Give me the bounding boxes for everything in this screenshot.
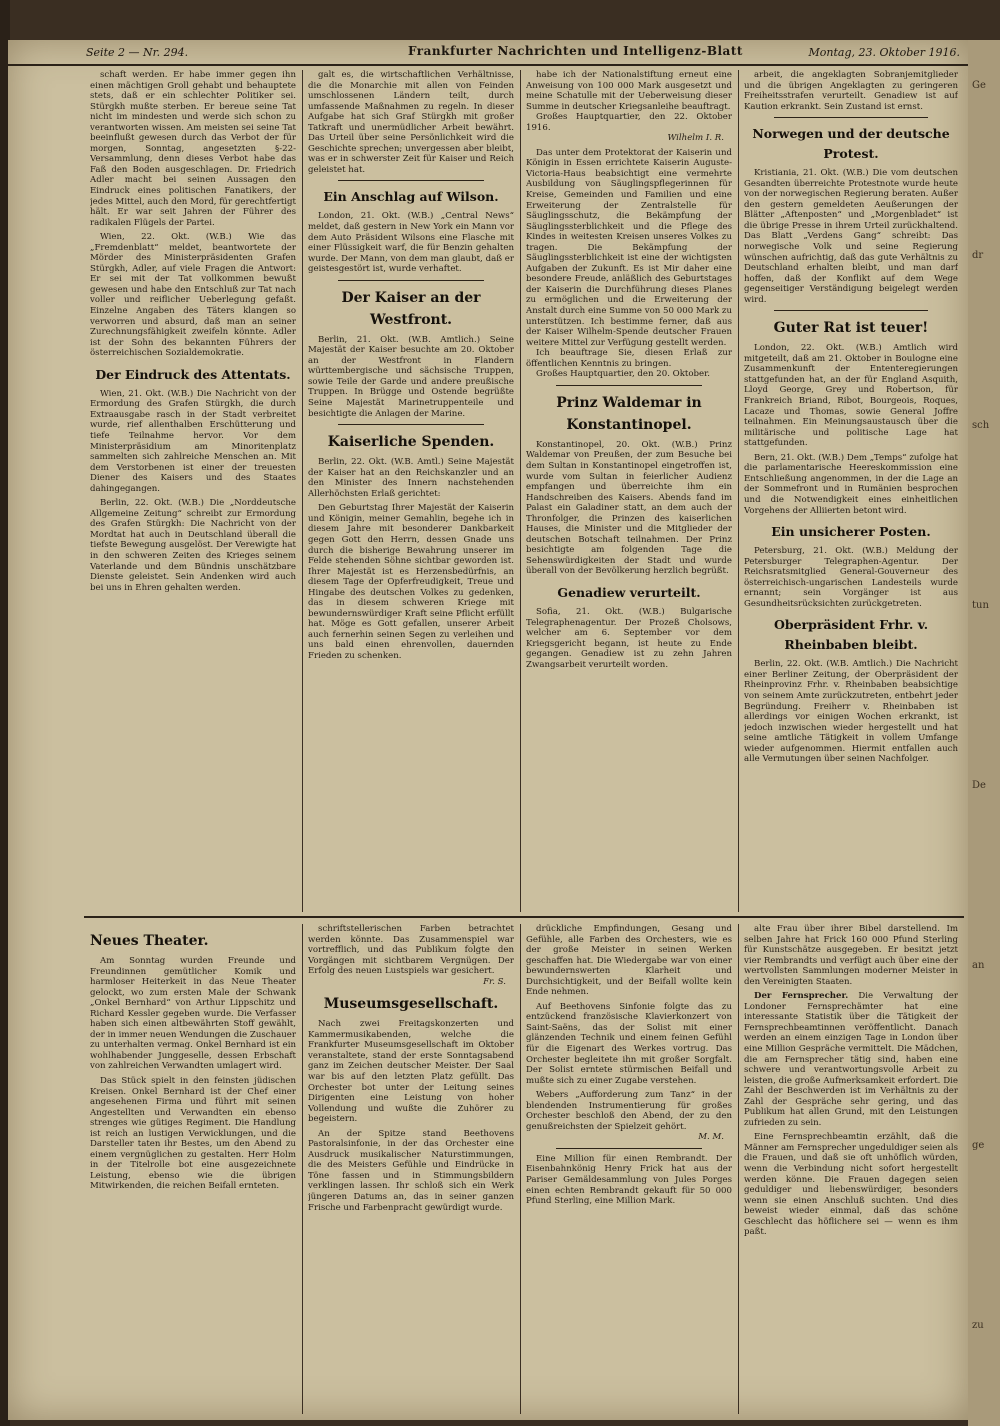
column-rule xyxy=(520,70,521,912)
article-heading: Der Kaiser an der Westfront. xyxy=(341,289,481,328)
article-text: Berlin, 22. Okt. (W.B. Amtlich.) Die Nachricht einer Berliner Zeitung, der Oberpräsident der Rheinprovinz Frhr. v. Rheinbaben beabsichtige von seinem Amte zurückzutreten, entbehrt jeder Begründung. Freiherr v. Rheinbaben ist allerdings vor einigen Wochen erkrankt, ist jedoch inzwischen wieder hergestellt und hat seine amtliche Tätigkeit in vollem Umfange wieder aufgenommen. Hiermit entfallen auch alle Vermutungen über seinen Nachfolger. xyxy=(744,659,958,765)
adjacent-page-text: sch xyxy=(972,420,990,431)
signature: Wilhelm I. R. xyxy=(667,133,724,144)
adjacent-page-text: De xyxy=(972,780,986,791)
bottom-column-3 xyxy=(526,924,732,1414)
article-heading: Ein unsicherer Posten. xyxy=(771,524,931,540)
article-text: Petersburg, 21. Okt. (W.B.) Meldung der Petersburger Telegraphen-Agentur. Der Reichsratsmitglied General-Gouverneur des österreichisch-ungarischen Landesteils wurde ernannt; sein Vorgänger ist aus Gesundheitsrücksichten zurückgetreten. xyxy=(744,546,958,609)
article-text: Die Verwaltung der Londoner Fernsprechämter hat eine interessante Statistik über die Tätigkeit der Fernsprechbeamtinnen veröffentlicht. Danach werden an einem einzigen Tage in London über eine Million Gespräche vermittelt. Die Mädchen, die am Fernsprecher tätig sind, haben eine schwere und verantwortungsvolle Arbeit zu leisten, die große Aufmerksamkeit erfordert. Die Zahl der Beschwerden ist im Verhältnis zu der Zahl der Gespräche sehr gering, und das Publikum hat allen Grund, mit den Leistungen zufrieden zu sein. xyxy=(744,991,958,1128)
article-text: Webers „Aufforderung zum Tanz“ in der blendenden Instrumentierung für großes Orchester beschloß den Abend, der zu den genußreichsten der Spielzeit gehört. xyxy=(526,1090,732,1132)
article-text: Konstantinopel, 20. Okt. (W.B.) Prinz Waldemar von Preußen, der zum Besuche bei dem Sultan in Konstantinopel eingetroffen ist, wurde vom Sultan in feierlicher Audienz empfangen und überreichte ihm ein Handschreiben des Kaisers. Abends fand im Palast ein Galadiner statt, an dem auch der Thronfolger, die Prinzen des kaiserlichen Hauses, die Minister und die Mitglieder der deutschen Botschaft teilnahmen. Der Prinz besichtigte am folgenden Tage die Sehenswürdigkeiten der Stadt und wurde überall von der Bevölkerung herzlich begrüßt. xyxy=(526,439,732,577)
article-text: Den Geburtstag Ihrer Majestät der Kaiserin und Königin, meiner Gemahlin, begehe ich in diesem Jahre mit besonderer Dankbarkeit gegen Gott den Herrn, dessen Gnade uns durch die bisherige Bewahrung unserer im Felde stehenden Söhne sichtbar geworden ist. Ihrer Majestät ist es Herzensbedürfnis, an diesem Tage der Opferfreudigkeit, Treue und Hingabe des deutschen Volkes zu gedenken, das in diesem schweren Kriege mit bewundernswürdiger Kraft seine Pflicht erfüllt hat. Möge es Gott gefallen, unserer Arbeit auch fernerhin seinen Segen zu verleihen und uns bald einen ehrenvollen, dauernden Frieden zu schenken. xyxy=(308,503,514,661)
article-text: drückliche Empfindungen, Gesang und Gefühle, alle Farben des Orchesters, wie es der große Meister in seinen Werken geschaffen hat. Die Wiedergabe war von einer bewundernswerten Klarheit und Durchsichtigkeit, und der Beifall wollte kein Ende nehmen. xyxy=(526,924,732,998)
article-text: Am Sonntag wurden Freunde und Freundinnen gemütlicher Komik und harmloser Heiterkeit in das Neue Theater gelockt, wo zum ersten Male der Schwank „Onkel Bernhard“ von Arthur Lippschitz und Richard Kessler gegeben wurde. Die Verfasser haben sich einen altbewährten Stoff gewählt, der in immer neuen Wendungen die Zuschauer zu unterhalten vermag. Onkel Bernhard ist ein wohlhabender Junggeselle, dessen Erbschaft von zahlreichen Verwandten umlagert wird. xyxy=(90,956,296,1072)
adjacent-page-text: zu xyxy=(972,1320,984,1331)
article-text: Wien, 21. Okt. (W.B.) Die Nachricht von der Ermordung des Grafen Stürgkh, die durch Extraausgabe rasch in der Stadt verbreitet wurde, rief allenthalben Erschütterung und tiefe Teilnahme hervor. Vor dem Ministerpräsidium am Minoritenplatz sammelten sich zahlreiche Menschen an. Mit dem Verstorbenen ist einer der treuesten Diener des Kaisers und des Staates dahingegangen. xyxy=(90,388,296,494)
adjacent-page-text: ge xyxy=(972,1140,985,1151)
article-runin-heading: Der Fernsprecher. xyxy=(754,991,849,1002)
article-text: Kristiania, 21. Okt. (W.B.) Die vom deutschen Gesandten überreichte Protestnote wurde heute von der norwegischen Regierung beraten. Außer den gestern gemeldeten Aeußerungen der Blätter „Aftenposten“ und „Morgenbladet“ ist die übrige Presse in ihrem Urteil zurückhaltend. Das Blatt „Verdens Gang“ schreibt: Das norwegische Volk und seine Regierung wünschen aufrichtig, daß das gute Verhältnis zu Deutschland erhalten bleibt, und man darf hoffen, daß der Konflikt auf dem Wege gegenseitiger Verständigung beigelegt werden wird. xyxy=(744,168,958,305)
article-text: Das Stück spielt in den feinsten jüdischen Kreisen. Onkel Bernhard ist der Chef einer angesehenen Firma und führt mit seinen Angestellten und Verwandten ein ebenso strenges wie gütiges Regiment. Die Handlung ist reich an lustigen Verwicklungen, und die Darsteller taten ihr Bestes, um den Abend zu einem vergnüglichen zu gestalten. Herr Holm in der Titelrolle bot eine ausgezeichnete Leistung, ebenso wie die übrigen Mitwirkenden, die reichen Beifall ernteten. xyxy=(90,1076,296,1192)
article-text: Eine Fernsprechbeamtin erzählt, daß die Männer am Fernsprecher ungeduldiger seien als die Frauen, und daß sie oft unhöflich würden, wenn die Verbindung nicht sofort hergestellt werden könne. Die Frauen dagegen seien geduldiger und liebenswürdiger, besonders wenn sie einen Anschluß suchten. Und dies beweist wieder einmal, daß das schöne Geschlecht das höflichere sei — wenn es ihm paßt. xyxy=(744,1132,958,1238)
article-heading: Genadiew verurteilt. xyxy=(557,584,701,600)
newspaper-page xyxy=(8,40,968,1420)
bottom-column-4 xyxy=(744,924,958,1414)
article-text: Berlin, 22. Okt. (W.B.) Die „Norddeutsche Allgemeine Zeitung“ schreibt zur Ermordung des Grafen Stürgkh: Die Nachricht von der Mordtat hat auch in Deutschland überall die tiefste Bewegung ausgelöst. Der Verewigte hat in den schweren Zeiten des Krieges seinem Vaterlande und dem Bündnis unschätzbare Dienste geleistet. Sein Andenken wird auch bei uns in Ehren gehalten werden. xyxy=(90,498,296,593)
article-text: Ich beauftrage Sie, diesen Erlaß zur öffentlichen Kenntnis zu bringen. xyxy=(526,348,732,369)
adjacent-page-edge xyxy=(968,40,1000,1426)
article-text: arbeit, die angeklagten Sobranjemitglieder und die übrigen Angeklagten zu geringeren Freiheitsstrafen verurteilt. Genadiew ist auf Kaution erkrankt. Sein Zustand ist ernst. xyxy=(744,70,958,112)
article-text: schriftstellerischen Farben betrachtet werden könnte. Das Zusammenspiel war vortrefflich, und das Publikum folgte den Vorgängen mit sichtbarem Vergnügen. Der Erfolg des neuen Lustspiels war gesichert. xyxy=(308,924,514,977)
divider xyxy=(774,117,928,118)
article-text: An der Spitze stand Beethovens Pastoralsinfonie, in der das Orchester eine Ausdruck musikalischer Naturstimmungen, die des Meisters Gefühle und Eindrücke in Töne fassen und in Stimmungsbildern verklingen lassen. Ihr schloß sich ein Werk jüngeren Datums an, das in seiner ganzen Frische und Farbenpracht gewürdigt wurde. xyxy=(308,1128,514,1213)
column-rule xyxy=(738,70,739,912)
article-heading: Ein Anschlag auf Wilson. xyxy=(323,189,499,205)
column-3 xyxy=(526,70,732,912)
article-text: alte Frau über ihrer Bibel darstellend. Im selben Jahre hat Frick 160 000 Pfund Sterling für Kunstschätze ausgegeben. Er besitzt jetzt vier Rembrandts und verfügt auch über eine der wertvollsten Sammlungen moderner Meister in den Vereinigten Staaten. xyxy=(744,924,958,987)
article-heading: Prinz Waldemar in Konstantinopel. xyxy=(556,394,702,433)
article-heading: Guter Rat ist teuer! xyxy=(773,320,929,337)
section-rule xyxy=(84,916,964,918)
adjacent-page-text: an xyxy=(972,960,985,971)
article-text: Wien, 22. Okt. (W.B.) Wie das „Fremdenblatt“ meldet, beantwortete der Mörder des Ministerpräsidenten Grafen Stürgkh, Adler, auf viele Fragen die Antwort: Er sei mit der Tat vollkommen bewußt gewesen und habe den Entschluß zur Tat nach voller und reiflicher Ueberlegung gefaßt. Einzelne Angaben des Täters klangen so verworren und absurd, daß man an seiner Zurechnungsfähigkeit zweifeln könnte. Adler ist der Sohn des bekannten Führers der österreichischen Sozialdemokratie. xyxy=(90,232,296,359)
column-2 xyxy=(308,70,514,912)
article-text: galt es, die wirtschaftlichen Verhältnisse, die die Monarchie mit allen von Feinden umschlossenen Ländern teilt, durch umfassende Maßnahmen zu regeln. In dieser Aufgabe hat sich Graf Stürgkh mit großer Tatkraft und unermüdlicher Arbeit bewährt. Das Urteil über seine Persönlichkeit wird die Geschichte sprechen; unvergessen aber bleibt, was er in schwerster Zeit für Kaiser und Reich geleistet hat. xyxy=(308,70,514,175)
adjacent-page-text: tun xyxy=(972,600,989,611)
article-text: Nach zwei Freitagskonzerten und Kammermusikabenden, welche die Frankfurter Museumsgesellschaft im Oktober veranstaltete, stand der erste Sonntagsabend ganz im Zeichen deutscher Meister. Der Saal war bis auf den letzten Platz gefüllt. Das Orchester bot unter der Leitung seines Dirigenten eine Leistung von hoher Vollendung und wußte die Zuhörer zu begeistern. xyxy=(308,1019,514,1125)
article-heading: Norwegen und der deutsche Protest. xyxy=(752,126,950,162)
dateline: Großes Hauptquartier, den 22. Oktober 1916. xyxy=(526,112,732,133)
divider xyxy=(338,180,484,181)
divider xyxy=(774,310,928,311)
signature: Fr. S. xyxy=(483,976,506,987)
article-text: habe ich der Nationalstiftung erneut eine Anweisung von 100 000 Mark ausgesetzt und meine Schatulle mit der Ueberweisung dieser Summe in deutscher Kriegsanleihe beauftragt. xyxy=(526,70,732,112)
article-heading: Museumsgesellschaft. xyxy=(323,996,499,1013)
column-rule xyxy=(302,70,303,912)
divider xyxy=(556,1148,702,1149)
column-4 xyxy=(744,70,958,912)
adjacent-page-text: dr xyxy=(972,250,984,261)
article-text: Auf Beethovens Sinfonie folgte das zu entzückend französische Klavierkonzert von Saint-Saëns, das der Solist mit einer glänzenden Technik und einem feinen Gefühl für die Eigenart des Werkes vortrug. Das Orchester begleitete ihn mit großer Sorgfalt. Der Solist erntete stürmischen Beifall und mußte sich zu einer Zugabe verstehen. xyxy=(526,1001,732,1086)
newspaper-title: Frankfurter Nachrichten und Intelligenz-Blatt xyxy=(408,44,743,58)
article-text: Bern, 21. Okt. (W.B.) Dem „Temps“ zufolge hat die parlamentarische Heereskommission eine Entschließung angenommen, in der die Lage an der Sommefront und in Rumänien besprochen und die Notwendigkeit eines einheitlichen Vorgehens der Alliierten betont wird. xyxy=(744,452,958,516)
article-heading: Der Eindruck des Attentats. xyxy=(95,366,291,382)
article-text: Das unter dem Protektorat der Kaiserin und Königin in Essen errichtete Kaiserin Auguste-Victoria-Haus beabsichtigt eine vermehrte Ausbildung von Säuglingspflegerinnen für Kreise, Gemeinden und Familien und eine Erweiterung der Zentralstelle für Säuglingsschutz, die Bekämpfung der Säuglingssterblichkeit und die Pflege des Kindes in weitesten Kreisen unseres Volkes zu tragen. Die Bekämpfung der Säuglingssterblichkeit ist eine der wichtigsten Aufgaben der Zukunft. Es ist Mir daher eine besondere Freude, anläßlich des Geburtstages der Kaiserin die Durchführung dieses Planes zu ermöglichen und die Erweiterung der Anstalt durch eine Summe von 50 000 Mark zu unterstützen. Ich bestimme ferner, daß aus der Kaiser Wilhelm-Spende deutscher Frauen weitere Mittel zur Verfügung gestellt werden. xyxy=(526,147,732,348)
article-text: schaft werden. Er habe immer gegen ihn einen mächtigen Groll gehabt und behauptete stets, daß er ein schlechter Politiker sei. Stürgkh mußte sterben. Er bereue seine Tat nicht im mindesten und werde sich schon zu verantworten wissen. Am meisten sei seine Tat beeinflußt gewesen durch das Verbot der für morgen, Sonntag, angesetzten §-22-Versammlung, denn dieses Verbot habe das Faß den Boden ausgeschlagen. Dr. Friedrich Adler macht bei seinen Aussagen den Eindruck eines politischen Fanatikers, der jedes Mittel, auch den Mord, für gerechtfertigt hält. Er war seit Jahren der Führer des radikalen Flügels der Partei. xyxy=(90,70,296,228)
article-text: Eine Million für einen Rembrandt. Der Eisenbahnkönig Henry Frick hat aus der Pariser Gemäldesammlung von Jules Porges einen echten Rembrandt gekauft für 50 000 Pfund Sterling, eine Million Mark. xyxy=(526,1153,732,1207)
divider xyxy=(338,280,484,281)
article-text: Berlin, 22. Okt. (W.B. Amtl.) Seine Majestät der Kaiser hat an den Reichskanzler und an den Minister des Innern nachstehenden Allerhöchsten Erlaß gerichtet: xyxy=(308,457,514,499)
bottom-column-1 xyxy=(90,924,296,1414)
article-heading: Neues Theater. xyxy=(90,933,209,949)
article-text: Berlin, 21. Okt. (W.B. Amtlich.) Seine Majestät der Kaiser besuchte am 20. Oktober an der Westfront in Flandern württembergische und sächsische Truppen, sowie Teile der Garde und andere preußische Truppen. In Brügge und Ostende begrüßte Seine Majestät Marinetruppenteile und besichtigte die Anlagen der Marine. xyxy=(308,334,514,419)
divider xyxy=(338,424,484,425)
article-heading: Kaiserliche Spenden. xyxy=(327,434,495,451)
adjacent-page-text: Ge xyxy=(972,80,986,91)
column-1 xyxy=(90,70,296,912)
article-text: London, 21. Okt. (W.B.) „Central News“ meldet, daß gestern in New York ein Mann vor dem Auto Präsident Wilsons eine Flasche mit einer Flüssigkeit warf, die für Benzin gehalten wurde. Der Mann, von dem man glaubt, daß er geistesgestört ist, wurde verhaftet. xyxy=(308,211,514,275)
column-rule xyxy=(302,924,303,1414)
article-text xyxy=(744,991,958,1128)
issue-date: Montag, 23. Oktober 1916. xyxy=(808,46,960,59)
column-rule xyxy=(738,924,739,1414)
article-text: Sofia, 21. Okt. (W.B.) Bulgarische Telegraphenagentur. Der Prozeß Cholsows, welcher am 6. September vor dem Kriegsgericht begann, ist heute zu Ende gegangen. Genadiew ist zu zehn Jahren Zwangsarbeit verurteilt worden. xyxy=(526,606,732,670)
bottom-column-2 xyxy=(308,924,514,1414)
signature: M. M. xyxy=(698,1132,724,1143)
article-text: London, 22. Okt. (W.B.) Amtlich wird mitgeteilt, daß am 21. Oktober in Boulogne eine Zusammenkunft der Ententeregierungen stattgefunden hat, an der für England Asquith, Lloyd George, Grey und Robertson, für Frankreich Briand, Ribot, Bourgeois, Roques, Lacaze und Thomas, sowie General Joffre teilnahmen. Ein Meinungsaustausch über die militärische und politische Lage hat stattgefunden. xyxy=(744,343,958,449)
page-header xyxy=(8,40,968,66)
page-number: Seite 2 — Nr. 294. xyxy=(86,46,189,59)
dateline: Großes Hauptquartier, den 20. Oktober. xyxy=(536,369,711,380)
column-rule xyxy=(520,924,521,1414)
divider xyxy=(556,385,702,386)
article-heading: Oberpräsident Frhr. v. Rheinbaben bleibt. xyxy=(773,617,929,653)
